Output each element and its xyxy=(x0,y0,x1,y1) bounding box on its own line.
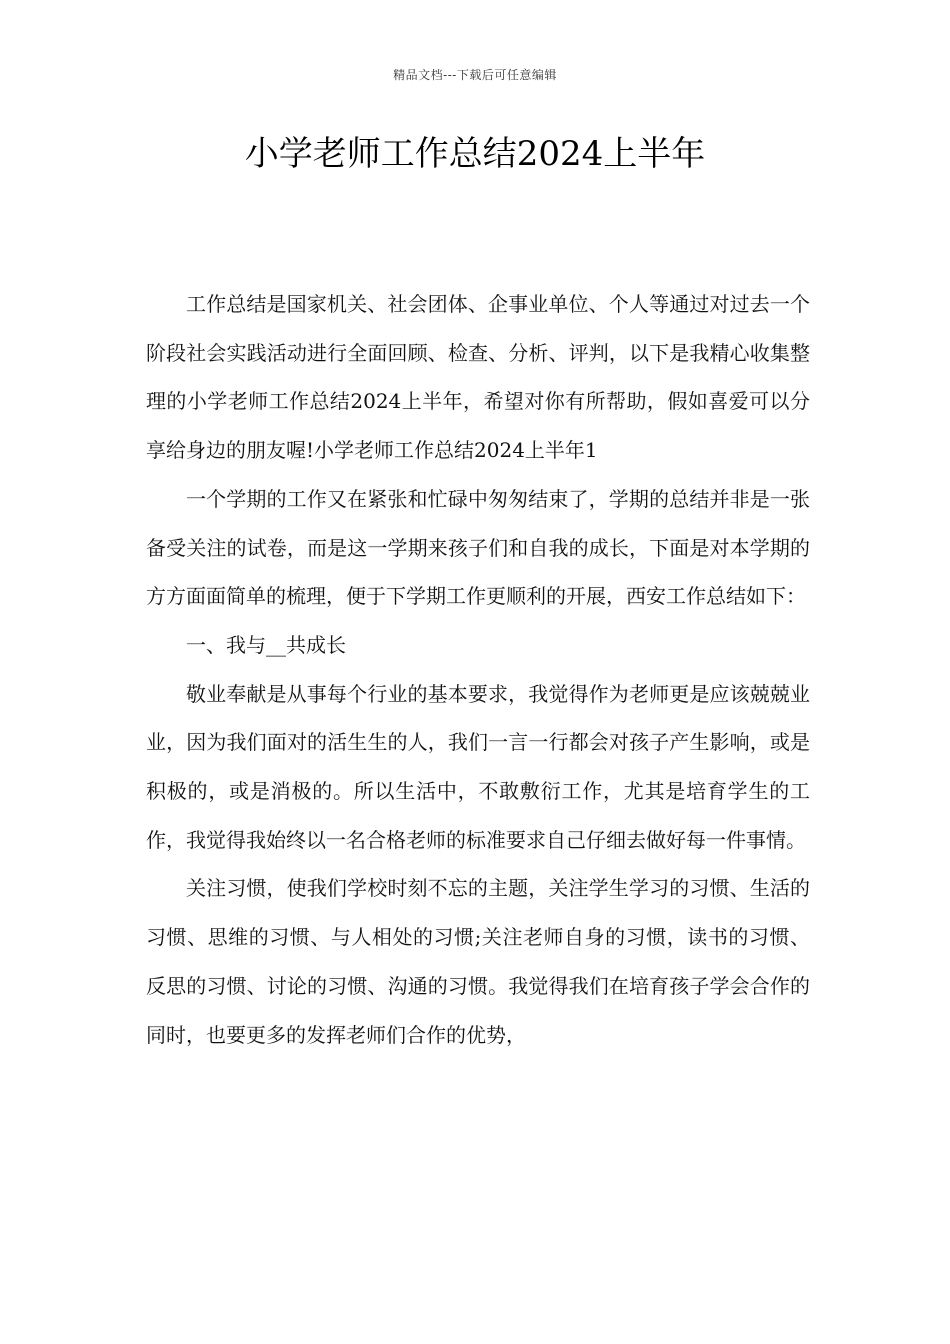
paragraph-habits: 关注习惯，使我们学校时刻不忘的主题，关注学生学习的习惯、生活的习惯、思维的习惯、与人相处的习惯;关注老师自身的习惯，读书的习惯、反思的习惯、讨论的习惯、沟通的习惯。我觉得我们在培育孩子学会合作的同时，也要更多的发挥老师们合作的优势， xyxy=(146,876,810,1047)
document-body xyxy=(146,280,810,1059)
paragraph-intro: 工作总结是国家机关、社会团体、企事业单位、个人等通过对过去一个阶段社会实践活动进行全面回顾、检查、分析、评判，以下是我精心收集整理的小学老师工作总结2024上半年，希望对你有所帮助，假如喜爱可以分享给身边的朋友喔!小学老师工作总结2024上半年1 xyxy=(146,292,810,463)
document-title: 小学老师工作总结2024上半年 xyxy=(244,134,706,174)
paragraph-dedication: 敬业奉献是从事每个行业的基本要求，我觉得作为老师更是应该兢兢业业，因为我们面对的活生生的人，我们一言一行都会对孩子产生影响，或是积极的，或是消极的。所以生活中，不敢敷衍工作，尤其是培育学生的工作，我觉得我始终以一名合格老师的标准要求自己仔细去做好每一件事情。 xyxy=(146,681,810,852)
header-note: 精品文档---下载后可任意编辑 xyxy=(393,68,557,82)
paragraph-semester-summary: 一个学期的工作又在紧张和忙碌中匆匆结束了，学期的总结并非是一张备受关注的试卷，而是这一学期来孩子们和自我的成长，下面是对本学期的方方面面简单的梳理，便于下学期工作更顺利的开展，西安工作总结如下： xyxy=(146,486,810,609)
section-heading-grow-together: 一、我与__共成长 xyxy=(186,632,346,657)
